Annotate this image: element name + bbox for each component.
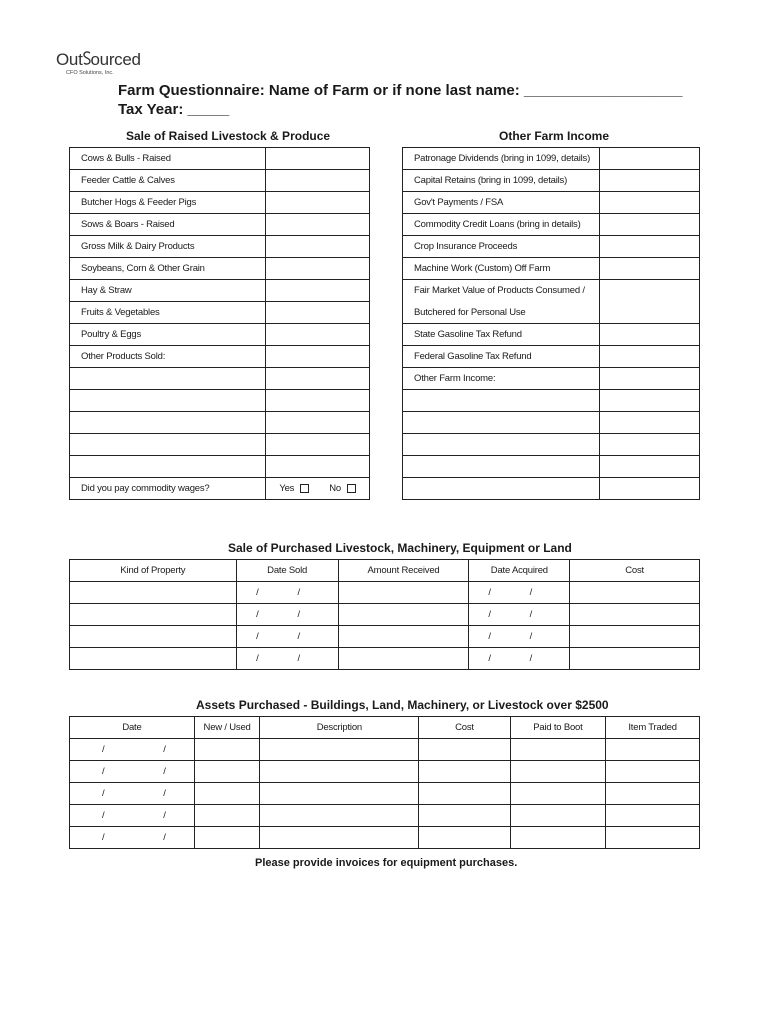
asset-date-field[interactable]: / / <box>70 739 195 761</box>
livestock-label <box>70 434 266 456</box>
invoice-note: Please provide invoices for equipment purchases. <box>255 857 518 869</box>
other-income-amount-field[interactable] <box>599 148 699 170</box>
kind-of-property-field[interactable] <box>70 626 237 648</box>
other-income-row <box>403 236 700 258</box>
logo-s-mark-icon <box>83 50 91 70</box>
other-income-amount-field[interactable] <box>599 368 699 390</box>
assets-table <box>69 716 700 849</box>
livestock-row <box>70 280 370 302</box>
livestock-amount-field[interactable] <box>266 390 370 412</box>
logo-text-part2: ourced <box>90 50 141 69</box>
purchased-row <box>70 648 700 670</box>
asset-date-field[interactable]: / / <box>70 827 195 849</box>
item-traded-field[interactable] <box>606 827 700 849</box>
livestock-amount-field[interactable] <box>266 170 370 192</box>
purchased-sale-heading: Sale of Purchased Livestock, Machinery, Equipment or Land <box>228 541 572 555</box>
amount-received-field[interactable] <box>338 626 469 648</box>
other-income-amount-field[interactable] <box>599 280 699 324</box>
yes-checkbox[interactable] <box>300 484 309 493</box>
other-income-table <box>402 147 700 500</box>
livestock-row <box>70 258 370 280</box>
asset-cost-field[interactable] <box>419 805 510 827</box>
other-income-amount-field[interactable] <box>599 214 699 236</box>
title-line-farm-name: Farm Questionnaire: Name of Farm or if none last name: ___________________ <box>118 82 683 99</box>
other-income-label: State Gasoline Tax Refund <box>403 324 600 346</box>
livestock-row <box>70 324 370 346</box>
assets-col-header: Paid to Boot <box>510 717 606 739</box>
asset-cost-field[interactable] <box>419 761 510 783</box>
other-income-label <box>403 456 600 478</box>
date-acquired-field[interactable]: / / <box>469 648 570 670</box>
other-income-label: Gov't Payments / FSA <box>403 192 600 214</box>
other-income-label: Machine Work (Custom) Off Farm <box>403 258 600 280</box>
assets-col-header: Date <box>70 717 195 739</box>
asset-date-field[interactable]: / / <box>70 805 195 827</box>
other-income-label: Fair Market Value of Products Consumed / <box>403 280 600 302</box>
assets-col-header: Cost <box>419 717 510 739</box>
assets-heading: Assets Purchased - Buildings, Land, Machinery, or Livestock over $2500 <box>196 698 609 712</box>
other-income-amount-field[interactable] <box>599 192 699 214</box>
other-income-label: Crop Insurance Proceeds <box>403 236 600 258</box>
kind-of-property-field[interactable] <box>70 604 237 626</box>
logo-wordmark <box>56 50 166 70</box>
other-income-row <box>403 192 700 214</box>
purchased-row <box>70 626 700 648</box>
paid-to-boot-field[interactable] <box>510 805 606 827</box>
logo-subtitle: CFO Solutions, Inc. <box>66 70 114 76</box>
paid-to-boot-field[interactable] <box>510 739 606 761</box>
livestock-row <box>70 412 370 434</box>
description-field[interactable] <box>260 827 419 849</box>
other-income-row <box>403 412 700 434</box>
other-income-row <box>403 170 700 192</box>
asset-date-field[interactable]: / / <box>70 761 195 783</box>
asset-cost-field[interactable] <box>419 783 510 805</box>
livestock-label: Poultry & Eggs <box>70 324 266 346</box>
livestock-label: Sows & Boars - Raised <box>70 214 266 236</box>
description-field[interactable] <box>260 761 419 783</box>
cost-field[interactable] <box>570 626 700 648</box>
commodity-wages-answer <box>266 478 370 500</box>
purchased-row <box>70 604 700 626</box>
livestock-amount-field[interactable] <box>266 346 370 368</box>
other-income-amount-field[interactable] <box>599 236 699 258</box>
description-field[interactable] <box>260 783 419 805</box>
date-sold-field[interactable]: / / <box>236 582 338 604</box>
other-income-row <box>403 148 700 170</box>
livestock-row <box>70 368 370 390</box>
form-title <box>118 81 682 119</box>
cost-field[interactable] <box>570 648 700 670</box>
other-income-label <box>403 434 600 456</box>
purchased-row <box>70 582 700 604</box>
assets-col-header: Description <box>260 717 419 739</box>
date-acquired-field[interactable]: / / <box>469 626 570 648</box>
description-field[interactable] <box>260 739 419 761</box>
item-traded-field[interactable] <box>606 805 700 827</box>
date-sold-field[interactable]: / / <box>236 604 338 626</box>
livestock-row <box>70 390 370 412</box>
livestock-table <box>69 147 370 500</box>
yes-label: Yes <box>279 483 295 494</box>
assets-row <box>70 827 700 849</box>
other-income-row <box>403 324 700 346</box>
no-checkbox[interactable] <box>347 484 356 493</box>
livestock-row <box>70 456 370 478</box>
kind-of-property-field[interactable] <box>70 582 237 604</box>
new-used-field[interactable] <box>194 761 259 783</box>
other-income-row <box>403 478 700 500</box>
livestock-amount-field[interactable] <box>266 192 370 214</box>
other-income-amount-field[interactable] <box>599 324 699 346</box>
new-used-field[interactable] <box>194 739 259 761</box>
livestock-amount-field[interactable] <box>266 214 370 236</box>
livestock-row <box>70 302 370 324</box>
logo-text-part1: Out <box>56 50 83 69</box>
livestock-section-heading: Sale of Raised Livestock & Produce <box>126 129 331 143</box>
assets-col-header: New / Used <box>194 717 259 739</box>
purchased-col-header: Date Acquired <box>469 560 570 582</box>
livestock-amount-field[interactable] <box>266 280 370 302</box>
new-used-field[interactable] <box>194 783 259 805</box>
livestock-label: Cows & Bulls - Raised <box>70 148 266 170</box>
purchased-col-header: Amount Received <box>338 560 469 582</box>
item-traded-field[interactable] <box>606 761 700 783</box>
other-income-row <box>403 214 700 236</box>
livestock-label: Butcher Hogs & Feeder Pigs <box>70 192 266 214</box>
no-label: No <box>329 483 341 494</box>
other-income-amount-field[interactable] <box>599 170 699 192</box>
asset-date-field[interactable]: / / <box>70 783 195 805</box>
other-income-amount-field[interactable] <box>599 258 699 280</box>
date-sold-field[interactable]: / / <box>236 648 338 670</box>
other-income-label: Other Farm Income: <box>403 368 600 390</box>
livestock-label <box>70 456 266 478</box>
assets-row <box>70 739 700 761</box>
livestock-label: Feeder Cattle & Calves <box>70 170 266 192</box>
amount-received-field[interactable] <box>338 648 469 670</box>
item-traded-field[interactable] <box>606 739 700 761</box>
other-income-amount-field[interactable] <box>599 390 699 412</box>
other-income-row <box>403 434 700 456</box>
asset-cost-field[interactable] <box>419 827 510 849</box>
livestock-label: Other Products Sold: <box>70 346 266 368</box>
livestock-label: Soybeans, Corn & Other Grain <box>70 258 266 280</box>
date-acquired-field[interactable]: / / <box>469 582 570 604</box>
other-income-row <box>403 368 700 390</box>
other-income-label: Federal Gasoline Tax Refund <box>403 346 600 368</box>
purchased-col-header: Date Sold <box>236 560 338 582</box>
livestock-row <box>70 192 370 214</box>
other-income-amount-field[interactable] <box>599 478 699 500</box>
purchased-col-header: Kind of Property <box>70 560 237 582</box>
other-income-row <box>403 390 700 412</box>
livestock-label: Did you pay commodity wages? <box>70 478 266 500</box>
paid-to-boot-field[interactable] <box>510 761 606 783</box>
livestock-label: Fruits & Vegetables <box>70 302 266 324</box>
assets-row <box>70 761 700 783</box>
livestock-amount-field[interactable] <box>266 412 370 434</box>
asset-cost-field[interactable] <box>419 739 510 761</box>
other-income-section-heading: Other Farm Income <box>499 129 610 143</box>
paid-to-boot-field[interactable] <box>510 827 606 849</box>
livestock-row <box>70 478 370 500</box>
amount-received-field[interactable] <box>338 582 469 604</box>
new-used-field[interactable] <box>194 827 259 849</box>
other-income-label <box>403 478 600 500</box>
title-line-tax-year: Tax Year: _____ <box>118 101 230 118</box>
livestock-amount-field[interactable] <box>266 456 370 478</box>
assets-row <box>70 783 700 805</box>
livestock-label: Gross Milk & Dairy Products <box>70 236 266 258</box>
paid-to-boot-field[interactable] <box>510 783 606 805</box>
date-sold-field[interactable]: / / <box>236 626 338 648</box>
company-logo <box>56 50 166 80</box>
other-income-row <box>403 280 700 302</box>
other-income-label <box>403 390 600 412</box>
new-used-field[interactable] <box>194 805 259 827</box>
other-income-label: Commodity Credit Loans (bring in details) <box>403 214 600 236</box>
livestock-label: Hay & Straw <box>70 280 266 302</box>
other-income-label: Butchered for Personal Use <box>403 302 600 324</box>
livestock-amount-field[interactable] <box>266 302 370 324</box>
livestock-row <box>70 346 370 368</box>
date-acquired-field[interactable]: / / <box>469 604 570 626</box>
other-income-amount-field[interactable] <box>599 434 699 456</box>
livestock-amount-field[interactable] <box>266 368 370 390</box>
item-traded-field[interactable] <box>606 783 700 805</box>
kind-of-property-field[interactable] <box>70 648 237 670</box>
other-income-row <box>403 258 700 280</box>
livestock-amount-field[interactable] <box>266 324 370 346</box>
assets-col-header: Item Traded <box>606 717 700 739</box>
livestock-row <box>70 236 370 258</box>
amount-received-field[interactable] <box>338 604 469 626</box>
other-income-label: Patronage Dividends (bring in 1099, details) <box>403 148 600 170</box>
livestock-row <box>70 434 370 456</box>
livestock-amount-field[interactable] <box>266 236 370 258</box>
purchased-sale-table <box>69 559 700 670</box>
cost-field[interactable] <box>570 604 700 626</box>
livestock-label <box>70 390 266 412</box>
other-income-row <box>403 346 700 368</box>
other-income-amount-field[interactable] <box>599 456 699 478</box>
livestock-amount-field[interactable] <box>266 434 370 456</box>
description-field[interactable] <box>260 805 419 827</box>
livestock-label <box>70 412 266 434</box>
other-income-amount-field[interactable] <box>599 412 699 434</box>
livestock-amount-field[interactable] <box>266 148 370 170</box>
livestock-row <box>70 170 370 192</box>
livestock-label <box>70 368 266 390</box>
livestock-row <box>70 148 370 170</box>
cost-field[interactable] <box>570 582 700 604</box>
purchased-col-header: Cost <box>570 560 700 582</box>
other-income-row <box>403 456 700 478</box>
assets-row <box>70 805 700 827</box>
livestock-amount-field[interactable] <box>266 258 370 280</box>
other-income-amount-field[interactable] <box>599 346 699 368</box>
other-income-label: Capital Retains (bring in 1099, details) <box>403 170 600 192</box>
other-income-label <box>403 412 600 434</box>
livestock-row <box>70 214 370 236</box>
